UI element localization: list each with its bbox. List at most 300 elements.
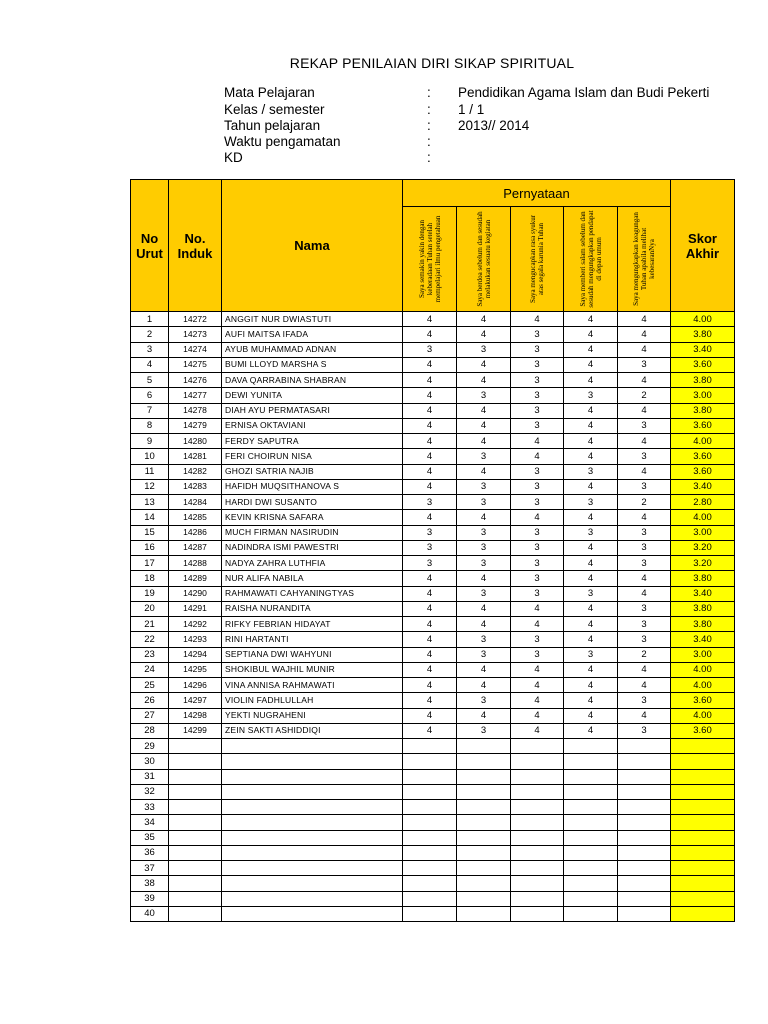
cell-statement-2 — [457, 815, 511, 830]
cell-statement-1: 4 — [403, 357, 457, 372]
cell-statement-5 — [618, 845, 671, 860]
table-row — [131, 815, 735, 830]
cell-no-urut: 35 — [131, 830, 169, 845]
cell-skor-akhir: 3.80 — [671, 617, 735, 632]
table-row — [131, 556, 735, 571]
cell-statement-3: 3 — [511, 327, 564, 342]
cell-no-induk: 14275 — [169, 357, 222, 372]
cell-statement-5 — [618, 800, 671, 815]
cell-skor-akhir: 3.80 — [671, 327, 735, 342]
cell-statement-5: 2 — [618, 388, 671, 403]
cell-statement-3: 3 — [511, 464, 564, 479]
table-row — [131, 586, 735, 601]
table-row — [131, 769, 735, 784]
cell-statement-2: 4 — [457, 312, 511, 327]
cell-no-induk — [169, 754, 222, 769]
cell-statement-5: 4 — [618, 342, 671, 357]
table-row — [131, 906, 735, 921]
cell-statement-5: 4 — [618, 678, 671, 693]
cell-statement-3 — [511, 845, 564, 860]
cell-statement-4: 4 — [564, 693, 618, 708]
table-row — [131, 525, 735, 540]
cell-statement-5: 4 — [618, 403, 671, 418]
cell-nama — [222, 830, 403, 845]
cell-statement-1 — [403, 754, 457, 769]
cell-statement-2: 3 — [457, 479, 511, 494]
cell-statement-3 — [511, 815, 564, 830]
cell-nama: RAHMAWATI CAHYANINGTYAS — [222, 586, 403, 601]
cell-statement-1: 4 — [403, 327, 457, 342]
cell-no-urut: 7 — [131, 403, 169, 418]
table-row — [131, 601, 735, 616]
cell-no-urut: 25 — [131, 678, 169, 693]
cell-statement-5: 4 — [618, 586, 671, 601]
cell-statement-4: 4 — [564, 678, 618, 693]
table-row — [131, 464, 735, 479]
table-row — [131, 845, 735, 860]
cell-statement-5: 4 — [618, 510, 671, 525]
cell-statement-2: 4 — [457, 678, 511, 693]
cell-no-induk: 14292 — [169, 617, 222, 632]
cell-skor-akhir — [671, 891, 735, 906]
cell-skor-akhir: 3.80 — [671, 373, 735, 388]
cell-no-urut: 28 — [131, 723, 169, 738]
cell-statement-2 — [457, 891, 511, 906]
cell-nama: BUMI LLOYD MARSHA S — [222, 357, 403, 372]
cell-statement-4: 4 — [564, 617, 618, 632]
table-row — [131, 647, 735, 662]
cell-statement-2: 4 — [457, 357, 511, 372]
cell-statement-1: 4 — [403, 586, 457, 601]
assessment-table — [130, 179, 735, 922]
cell-no-induk — [169, 876, 222, 891]
cell-statement-2: 3 — [457, 540, 511, 555]
cell-statement-5: 4 — [618, 708, 671, 723]
table-row — [131, 327, 735, 342]
cell-statement-3 — [511, 784, 564, 799]
cell-statement-1 — [403, 861, 457, 876]
table-row — [131, 449, 735, 464]
cell-statement-1: 4 — [403, 678, 457, 693]
cell-no-urut: 19 — [131, 586, 169, 601]
cell-statement-5 — [618, 876, 671, 891]
cell-no-urut: 3 — [131, 342, 169, 357]
cell-no-urut: 9 — [131, 434, 169, 449]
cell-statement-5 — [618, 784, 671, 799]
cell-statement-4: 4 — [564, 449, 618, 464]
table-row — [131, 479, 735, 494]
table-row — [131, 662, 735, 677]
cell-statement-4: 4 — [564, 556, 618, 571]
cell-no-urut: 30 — [131, 754, 169, 769]
cell-statement-5: 2 — [618, 495, 671, 510]
cell-statement-5: 4 — [618, 662, 671, 677]
cell-statement-3: 3 — [511, 373, 564, 388]
cell-statement-1: 4 — [403, 418, 457, 433]
cell-statement-4: 4 — [564, 327, 618, 342]
cell-statement-4: 3 — [564, 525, 618, 540]
cell-nama: HARDI DWI SUSANTO — [222, 495, 403, 510]
cell-nama: GHOZI SATRIA NAJIB — [222, 464, 403, 479]
cell-statement-3 — [511, 830, 564, 845]
table-row — [131, 891, 735, 906]
cell-statement-1: 4 — [403, 449, 457, 464]
cell-statement-1: 4 — [403, 312, 457, 327]
page-title: REKAP PENILAIAN DIRI SIKAP SPIRITUAL — [289, 55, 575, 71]
cell-statement-3: 4 — [511, 723, 564, 738]
cell-statement-4 — [564, 876, 618, 891]
cell-statement-1: 4 — [403, 571, 457, 586]
cell-statement-2 — [457, 800, 511, 815]
cell-statement-2 — [457, 769, 511, 784]
cell-no-urut: 38 — [131, 876, 169, 891]
table-row — [131, 693, 735, 708]
cell-statement-3: 3 — [511, 556, 564, 571]
cell-statement-5: 4 — [618, 327, 671, 342]
cell-nama — [222, 891, 403, 906]
cell-no-urut: 24 — [131, 662, 169, 677]
cell-statement-1 — [403, 815, 457, 830]
meta-value-class: 1 / 1 — [458, 102, 485, 117]
cell-statement-1: 4 — [403, 617, 457, 632]
cell-statement-5 — [618, 739, 671, 754]
cell-skor-akhir: 3.00 — [671, 525, 735, 540]
cell-nama: DIAH AYU PERMATASARI — [222, 403, 403, 418]
cell-no-induk: 14281 — [169, 449, 222, 464]
cell-skor-akhir: 3.40 — [671, 586, 735, 601]
cell-statement-1: 3 — [403, 540, 457, 555]
cell-statement-5 — [618, 830, 671, 845]
cell-no-induk: 14272 — [169, 312, 222, 327]
cell-no-urut: 37 — [131, 861, 169, 876]
cell-statement-1 — [403, 800, 457, 815]
cell-nama — [222, 845, 403, 860]
cell-no-induk — [169, 906, 222, 921]
cell-statement-2 — [457, 784, 511, 799]
cell-skor-akhir: 3.60 — [671, 357, 735, 372]
cell-no-induk: 14289 — [169, 571, 222, 586]
cell-statement-4 — [564, 800, 618, 815]
cell-statement-3: 3 — [511, 571, 564, 586]
cell-statement-2: 3 — [457, 525, 511, 540]
table-row — [131, 678, 735, 693]
cell-no-induk: 14283 — [169, 479, 222, 494]
header-skor-akhir: Skor Akhir — [671, 180, 735, 312]
cell-statement-3 — [511, 876, 564, 891]
cell-skor-akhir: 3.20 — [671, 556, 735, 571]
cell-no-induk: 14293 — [169, 632, 222, 647]
cell-skor-akhir: 3.40 — [671, 479, 735, 494]
cell-no-urut: 10 — [131, 449, 169, 464]
cell-skor-akhir: 4.00 — [671, 662, 735, 677]
meta-label-class: Kelas / semester — [224, 102, 325, 117]
cell-statement-2: 4 — [457, 373, 511, 388]
table-row — [131, 312, 735, 327]
cell-no-induk: 14280 — [169, 434, 222, 449]
table-row — [131, 830, 735, 845]
cell-statement-4: 3 — [564, 586, 618, 601]
cell-statement-1 — [403, 891, 457, 906]
cell-nama: RAISHA NURANDITA — [222, 601, 403, 616]
cell-statement-4 — [564, 769, 618, 784]
cell-statement-2 — [457, 739, 511, 754]
cell-nama — [222, 906, 403, 921]
cell-statement-4: 4 — [564, 708, 618, 723]
cell-statement-2 — [457, 861, 511, 876]
cell-skor-akhir — [671, 830, 735, 845]
cell-skor-akhir: 3.60 — [671, 693, 735, 708]
cell-nama — [222, 784, 403, 799]
cell-no-urut: 12 — [131, 479, 169, 494]
table-row — [131, 800, 735, 815]
cell-statement-5 — [618, 815, 671, 830]
cell-no-urut: 33 — [131, 800, 169, 815]
cell-statement-3: 3 — [511, 388, 564, 403]
cell-skor-akhir — [671, 861, 735, 876]
cell-statement-4: 3 — [564, 495, 618, 510]
cell-nama: AUFI MAITSA IFADA — [222, 327, 403, 342]
cell-statement-4: 4 — [564, 357, 618, 372]
cell-nama — [222, 815, 403, 830]
cell-statement-5 — [618, 891, 671, 906]
cell-statement-2: 4 — [457, 510, 511, 525]
table-row — [131, 861, 735, 876]
cell-no-induk: 14273 — [169, 327, 222, 342]
header-pernyataan: Pernyataan — [403, 180, 671, 207]
cell-no-induk: 14295 — [169, 662, 222, 677]
cell-statement-2: 4 — [457, 464, 511, 479]
cell-statement-2: 3 — [457, 449, 511, 464]
cell-statement-4 — [564, 815, 618, 830]
cell-statement-4: 4 — [564, 434, 618, 449]
header-nama: Nama — [222, 180, 403, 312]
cell-no-induk: 14274 — [169, 342, 222, 357]
cell-statement-3: 3 — [511, 418, 564, 433]
cell-statement-3: 3 — [511, 403, 564, 418]
cell-statement-5 — [618, 769, 671, 784]
cell-skor-akhir: 3.60 — [671, 449, 735, 464]
cell-statement-2 — [457, 754, 511, 769]
cell-nama: VINA ANNISA RAHMAWATI — [222, 678, 403, 693]
cell-no-urut: 26 — [131, 693, 169, 708]
cell-nama: RIFKY FEBRIAN HIDAYAT — [222, 617, 403, 632]
statement-1-text: Saya semakin yakin dengan keberadaan Tuhan setelah mempelajari ilmu pengetahuan — [417, 215, 442, 303]
cell-statement-5: 3 — [618, 479, 671, 494]
cell-statement-3: 4 — [511, 662, 564, 677]
cell-skor-akhir — [671, 815, 735, 830]
cell-nama — [222, 861, 403, 876]
table-row — [131, 754, 735, 769]
cell-statement-1: 4 — [403, 662, 457, 677]
cell-skor-akhir: 3.20 — [671, 540, 735, 555]
cell-statement-4 — [564, 906, 618, 921]
table-row — [131, 373, 735, 388]
cell-nama — [222, 754, 403, 769]
cell-statement-1 — [403, 784, 457, 799]
cell-statement-3 — [511, 906, 564, 921]
cell-statement-1: 4 — [403, 403, 457, 418]
cell-no-urut: 36 — [131, 845, 169, 860]
cell-no-induk — [169, 769, 222, 784]
cell-no-urut: 31 — [131, 769, 169, 784]
cell-statement-2: 3 — [457, 495, 511, 510]
cell-statement-4 — [564, 891, 618, 906]
cell-statement-2: 3 — [457, 342, 511, 357]
cell-statement-3 — [511, 800, 564, 815]
cell-no-urut: 6 — [131, 388, 169, 403]
cell-skor-akhir — [671, 754, 735, 769]
cell-statement-2 — [457, 876, 511, 891]
cell-no-urut: 11 — [131, 464, 169, 479]
cell-no-induk — [169, 815, 222, 830]
cell-statement-3: 4 — [511, 449, 564, 464]
cell-statement-5: 3 — [618, 449, 671, 464]
cell-skor-akhir: 4.00 — [671, 434, 735, 449]
meta-value-subject: Pendidikan Agama Islam dan Budi Pekerti — [458, 85, 710, 100]
table-row — [131, 403, 735, 418]
cell-statement-5: 3 — [618, 540, 671, 555]
cell-statement-1: 4 — [403, 434, 457, 449]
cell-statement-2: 4 — [457, 662, 511, 677]
cell-no-urut: 40 — [131, 906, 169, 921]
cell-no-induk — [169, 830, 222, 845]
cell-nama: SEPTIANA DWI WAHYUNI — [222, 647, 403, 662]
cell-statement-1 — [403, 906, 457, 921]
cell-statement-3: 4 — [511, 312, 564, 327]
cell-statement-3: 4 — [511, 510, 564, 525]
table-row — [131, 342, 735, 357]
cell-statement-3: 4 — [511, 434, 564, 449]
cell-statement-5: 4 — [618, 312, 671, 327]
table-row — [131, 739, 735, 754]
table-row — [131, 434, 735, 449]
cell-statement-3: 4 — [511, 617, 564, 632]
cell-nama: ANGGIT NUR DWIASTUTI — [222, 312, 403, 327]
cell-skor-akhir — [671, 784, 735, 799]
cell-no-induk: 14286 — [169, 525, 222, 540]
cell-statement-5: 3 — [618, 556, 671, 571]
cell-statement-5: 4 — [618, 571, 671, 586]
table-row — [131, 510, 735, 525]
cell-statement-4: 4 — [564, 571, 618, 586]
cell-statement-1: 3 — [403, 525, 457, 540]
cell-statement-5 — [618, 754, 671, 769]
meta-label-year: Tahun pelajaran — [224, 118, 321, 133]
cell-statement-4: 4 — [564, 418, 618, 433]
statement-2-text: Saya berdoa sebelum dan sesudah melakukan sesuatu kegiatan — [475, 211, 492, 307]
table-row — [131, 708, 735, 723]
cell-statement-3: 4 — [511, 693, 564, 708]
meta-colon-observation: : — [427, 134, 431, 149]
table-row — [131, 723, 735, 738]
cell-nama: HAFIDH MUQSITHANOVA S — [222, 479, 403, 494]
cell-statement-5: 3 — [618, 693, 671, 708]
cell-skor-akhir: 3.60 — [671, 464, 735, 479]
cell-statement-3: 4 — [511, 708, 564, 723]
cell-no-urut: 18 — [131, 571, 169, 586]
meta-colon-class: : — [427, 102, 431, 117]
cell-statement-4: 3 — [564, 647, 618, 662]
cell-statement-2 — [457, 830, 511, 845]
cell-statement-2: 3 — [457, 693, 511, 708]
cell-statement-2: 4 — [457, 403, 511, 418]
cell-no-induk: 14299 — [169, 723, 222, 738]
cell-skor-akhir — [671, 845, 735, 860]
cell-statement-1: 4 — [403, 601, 457, 616]
cell-statement-1: 4 — [403, 693, 457, 708]
cell-statement-3: 4 — [511, 678, 564, 693]
cell-skor-akhir: 4.00 — [671, 510, 735, 525]
cell-no-urut: 23 — [131, 647, 169, 662]
table-row — [131, 388, 735, 403]
cell-no-urut: 5 — [131, 373, 169, 388]
cell-statement-4: 4 — [564, 723, 618, 738]
cell-statement-1 — [403, 876, 457, 891]
statement-3-text: Saya mengucapkan rasa syukur atas segala karunia Tuhan — [529, 214, 545, 304]
cell-skor-akhir: 2.80 — [671, 495, 735, 510]
cell-statement-4: 4 — [564, 601, 618, 616]
cell-statement-3: 4 — [511, 601, 564, 616]
cell-no-induk — [169, 739, 222, 754]
cell-statement-4 — [564, 845, 618, 860]
cell-statement-1: 4 — [403, 479, 457, 494]
table-row — [131, 418, 735, 433]
cell-no-urut: 14 — [131, 510, 169, 525]
table-row — [131, 617, 735, 632]
cell-statement-5: 3 — [618, 601, 671, 616]
cell-nama: VIOLIN FADHLULLAH — [222, 693, 403, 708]
meta-label-subject: Mata Pelajaran — [224, 85, 315, 100]
cell-statement-4 — [564, 784, 618, 799]
cell-statement-5: 4 — [618, 464, 671, 479]
cell-statement-4: 4 — [564, 342, 618, 357]
cell-no-induk — [169, 800, 222, 815]
header-statement-1 — [403, 207, 457, 312]
cell-no-induk: 14282 — [169, 464, 222, 479]
meta-colon-year: : — [427, 118, 431, 133]
cell-statement-3 — [511, 739, 564, 754]
cell-skor-akhir — [671, 739, 735, 754]
cell-nama — [222, 769, 403, 784]
cell-no-induk: 14278 — [169, 403, 222, 418]
table-row — [131, 632, 735, 647]
cell-skor-akhir: 4.00 — [671, 312, 735, 327]
cell-no-induk: 14296 — [169, 678, 222, 693]
cell-no-urut: 22 — [131, 632, 169, 647]
cell-nama: SHOKIBUL WAJHIL MUNIR — [222, 662, 403, 677]
cell-statement-1 — [403, 769, 457, 784]
cell-statement-3: 3 — [511, 357, 564, 372]
cell-statement-1: 4 — [403, 632, 457, 647]
cell-no-urut: 2 — [131, 327, 169, 342]
statement-4-text: Saya memberi salam sebelum dan sesudah mengungkapkan pendapat di depan umum — [578, 210, 603, 308]
table-row — [131, 784, 735, 799]
cell-statement-2: 3 — [457, 388, 511, 403]
cell-statement-3: 3 — [511, 540, 564, 555]
cell-nama: DEWI YUNITA — [222, 388, 403, 403]
header-statement-3 — [511, 207, 564, 312]
meta-value-year: 2013// 2014 — [458, 118, 530, 133]
cell-statement-5 — [618, 861, 671, 876]
cell-statement-1: 4 — [403, 647, 457, 662]
cell-statement-4: 4 — [564, 662, 618, 677]
cell-skor-akhir: 3.80 — [671, 403, 735, 418]
cell-statement-4: 4 — [564, 632, 618, 647]
cell-no-induk — [169, 891, 222, 906]
cell-skor-akhir — [671, 800, 735, 815]
cell-statement-5: 4 — [618, 434, 671, 449]
cell-no-urut: 21 — [131, 617, 169, 632]
